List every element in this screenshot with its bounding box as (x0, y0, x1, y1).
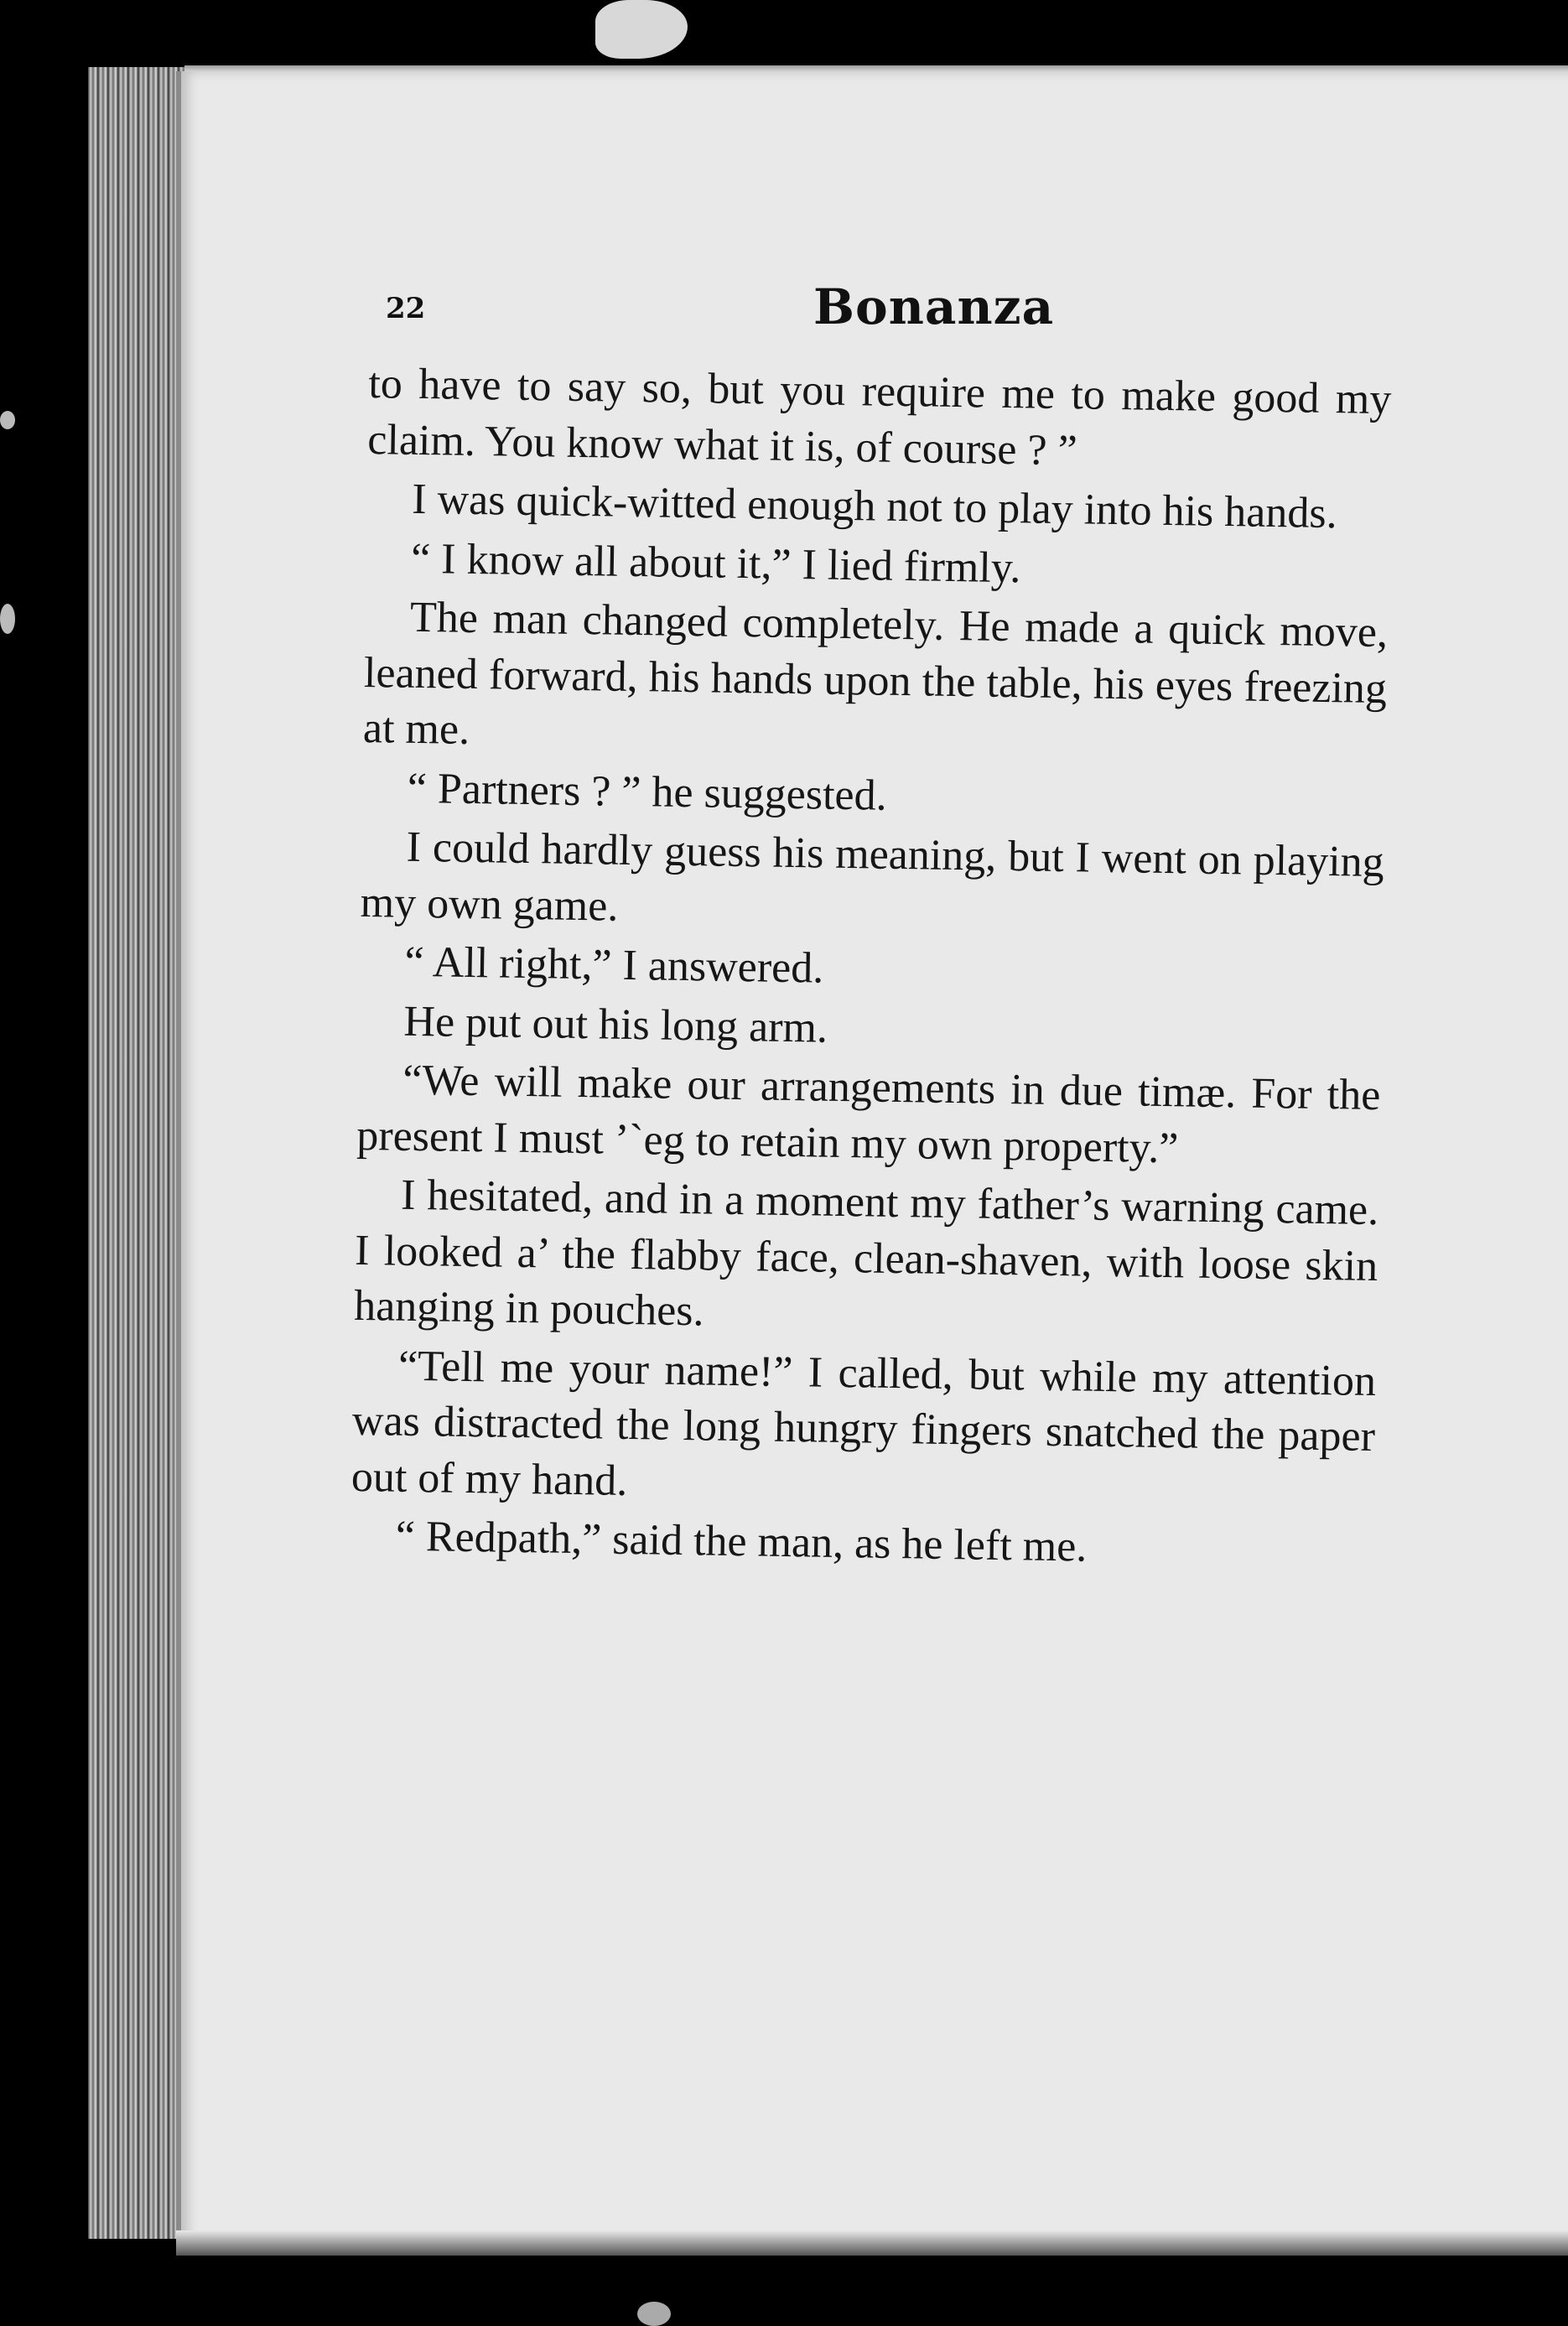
paragraph-10: I hesitated, and in a moment my father’s warning came. I looked a’ the flabby face, clean-shaven, with loose skin hanging in pouches. (353, 1171, 1379, 1336)
paragraph-8: He put out his long arm. (403, 997, 828, 1052)
book-page-edges (88, 67, 189, 2239)
page-bottom-shadow (176, 2230, 1568, 2256)
paragraph-11: “Tell me your name!” I called, but while my attention was distracted the long hungry fingers snatched the paper out of my hand. (350, 1342, 1377, 1505)
paragraph-6: I could hardly guess his meaning, but I went on playing my own game. (360, 823, 1385, 931)
paragraph-4: The man changed completely. He made a quick move, leaned forward, his hands upon the table, his eyes freezing at me. (362, 593, 1389, 754)
scan-speck-left-2 (0, 604, 15, 634)
paragraph-9: “We will make our arrangements in due timæ. For the present I must ’ˋeg to retain my own property.” (356, 1056, 1381, 1172)
scan-speck-left-1 (0, 411, 15, 429)
paragraph-3: “ I know all about it,” I lied firmly. (410, 534, 1021, 592)
body-text (350, 356, 1391, 1580)
scan-speck-top (595, 0, 688, 59)
paragraph-12: “ Redpath,” said the man, as he left me. (395, 1512, 1088, 1571)
paragraph-7: “ All right,” I answered. (404, 937, 824, 993)
page-number: 22 (386, 292, 426, 325)
paragraph-1: to have to say so, but you require me to make good my claim. You know what it is, of course ? ” (366, 359, 1392, 475)
paragraph-2: I was quick-witted enough not to play into his hands. (411, 475, 1338, 538)
scan-speck-bottom (637, 2302, 671, 2326)
paragraph-5: “ Partners ? ” he suggested. (407, 764, 888, 820)
running-title: Bonanza (813, 278, 1055, 335)
page-header (386, 278, 1560, 352)
